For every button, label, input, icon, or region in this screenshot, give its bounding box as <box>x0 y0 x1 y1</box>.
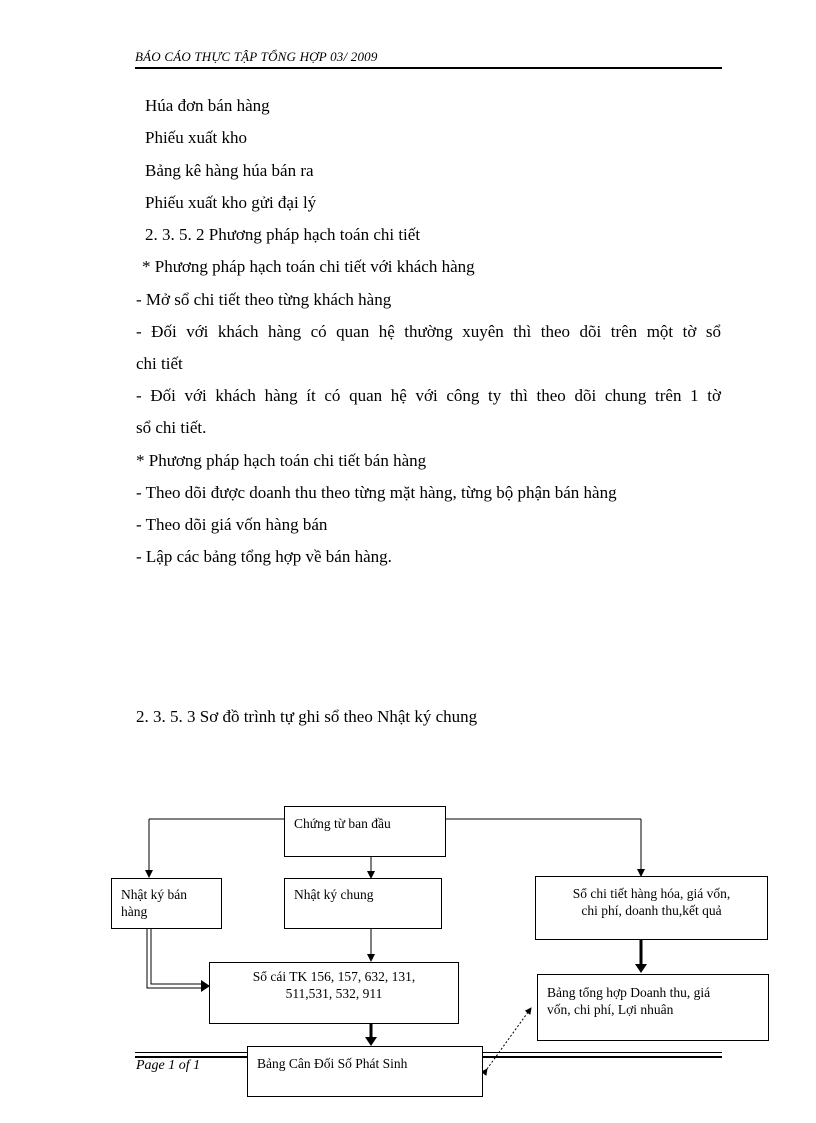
box-general-ledger <box>209 962 459 1024</box>
box-label: Bảng tổng hợp Doanh thu, giá <box>547 985 711 1000</box>
box-detail-ledger <box>535 876 768 940</box>
box-label: Nhật ký bán <box>121 887 187 902</box>
double-connector-inner <box>151 929 202 984</box>
box-label: Chứng từ ban đầu <box>294 816 391 831</box>
arrow-head-to-summary-table <box>635 964 647 973</box>
customer-method-title: * Phương pháp hạch toán chi tiết với khách hàng <box>142 257 475 276</box>
doc-list-item: Phiếu xuất kho gửi đại lý <box>145 193 317 212</box>
customer-point: - Mở sổ chi tiết theo từng khách hàng <box>136 290 392 309</box>
customer-point: - Đối với khách hàng có quan hệ thường xuyên thì theo dõi trên một tờ sổ <box>136 322 721 341</box>
box-label: 511,531, 532, 911 <box>285 986 383 1001</box>
box-summary-table <box>537 974 769 1041</box>
customer-point-cont: chi tiết <box>136 354 183 373</box>
customer-point-cont: sổ chi tiết. <box>136 418 207 437</box>
doc-list-item: Bảng kê hàng húa bán ra <box>145 161 314 180</box>
box-label: chi phí, doanh thu,kết quả <box>581 903 722 918</box>
box-label: Sổ chi tiết hàng hóa, giá vốn, <box>572 886 731 901</box>
sales-method-title: * Phương pháp hạch toán chi tiết bán hàng <box>136 451 427 470</box>
box-label: Sổ cái TK 156, 157, 632, 131, <box>252 969 416 984</box>
section-heading: 2. 3. 5. 2 Phương pháp hạch toán chi tiết <box>145 225 421 244</box>
sales-point: - Lập các bảng tổng hợp về bán hàng. <box>136 547 392 566</box>
box-trial-balance <box>247 1046 483 1097</box>
sales-point: - Theo dõi được doanh thu theo từng mặt hàng, từng bộ phận bán hàng <box>136 483 617 502</box>
box-label: Nhật ký chung <box>294 887 374 902</box>
box-label: Bảng Cân Đối Số Phát Sinh <box>257 1056 408 1071</box>
box-sales-journal <box>111 878 222 929</box>
dotted-reconcile-link <box>487 1008 531 1069</box>
doc-list-item: Húa đơn bán hàng <box>145 96 270 115</box>
sales-point: - Theo dõi giá vốn hàng bán <box>136 515 328 534</box>
box-label: hàng <box>121 904 148 919</box>
box-general-journal <box>284 878 442 929</box>
page-footer-label: Page 1 of 1 <box>136 1058 201 1073</box>
box-label: vốn, chi phí, Lợi nhuân <box>547 1002 674 1017</box>
doc-list-item: Phiếu xuất kho <box>145 128 247 147</box>
box-source-documents <box>284 806 446 857</box>
double-connector-outer <box>147 929 202 988</box>
customer-point: - Đối với khách hàng ít có quan hệ với công ty thì theo dõi chung trên 1 tờ <box>136 386 721 405</box>
page-header-title: BÁO CÁO THỰC TẬP TỔNG HỢP 03/ 2009 <box>135 49 378 64</box>
diagram-heading: 2. 3. 5. 3 Sơ đồ trình tự ghi sổ theo Nhật ký chung <box>136 707 478 726</box>
arrow-head-to-trial-balance <box>365 1037 377 1046</box>
